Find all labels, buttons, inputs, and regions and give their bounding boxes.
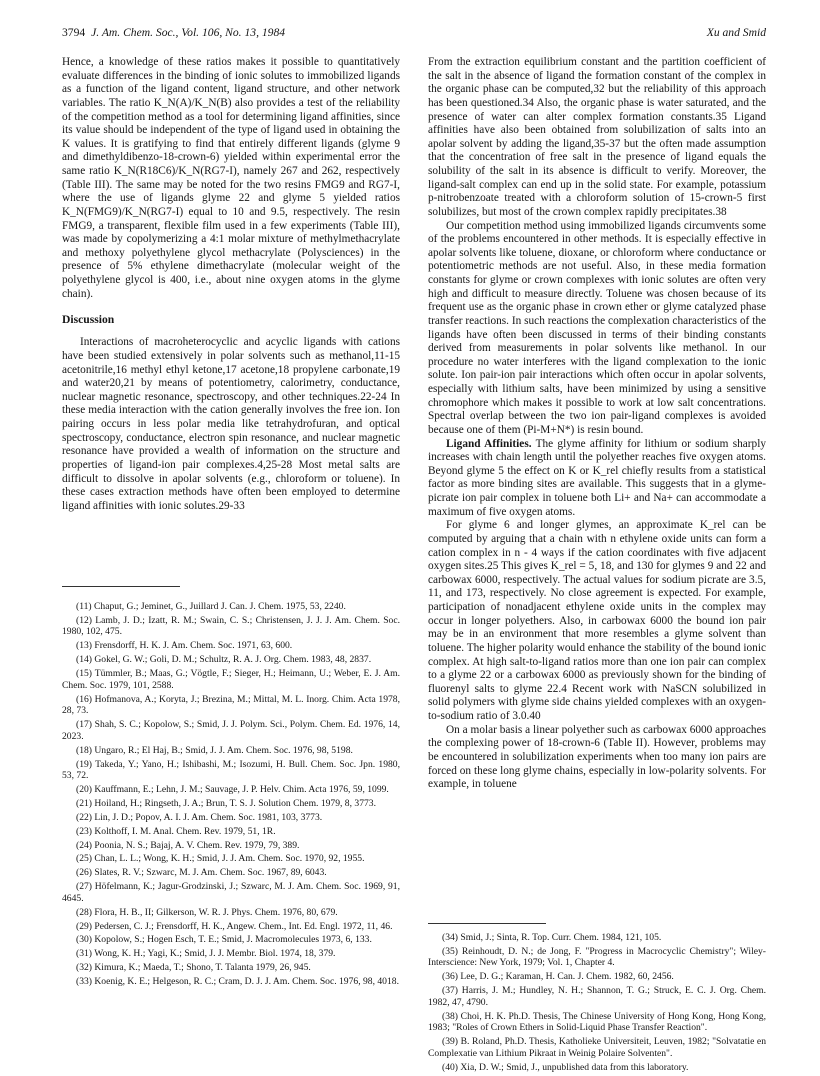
- reference-item: (13) Frensdorff, H. K. J. Am. Chem. Soc. 1971, 63, 600.: [76, 640, 293, 652]
- run-in-heading-ligand-affinities: Ligand Affinities.: [446, 437, 532, 450]
- reference-item: (12) Lamb, J. D.; Izatt, R. M.; Swain, C. S.; Christensen, J. J. J. Am. Chem. Soc. 1980, 102, 475.: [62, 614, 400, 638]
- footnote-rule: [62, 586, 180, 587]
- paragraph-ratio-discussion: Hence, a knowledge of these ratios makes it possible to quantitatively evaluate differences in the binding of ionic solutes to immobilized ligands as a function of the ligand content, ligand structure, and other network variables. The ratio K_N(A)/K_N(B) also provides a test of the reliability of the competition method as a tool for determining ligand affinities, since its value should be independent of the type of ligand used in obtaining the K values. It is gratifying to find that entirely different ligands (glyme 9 and dimethyldibenzo-18-crown-6) yielded within experimental error the same ratio K_N(R18C6)/K_N(RG7-I), namely 267 and 262, respectively (Table III). The same may be noted for the two resins FMG9 and RG7-I, where the use of ligands glyme 22 and glyme 5 yielded ratios K_N(FMG9)/K_N(RG7-I) equal to 10 and 9.5, respectively. The resin FMG9, a transparent, flexible film used in a few experiments (Table III), was made by copolymerizing a 4:1 molar mixture of methylmethacrylate and methoxy polyethylene glycol methacrylate (Polysciences) in the presence of 5% ethylene dimethacrylate (molecular weight of the polyethylene glycol is 400, i.e., about nine oxygen atoms in the glyme chain).: [62, 56, 400, 300]
- reference-item: (38) Choi, H. K. Ph.D. Thesis, The Chinese University of Hong Kong, Hong Kong, 1983; "Roles of Crown Ethers in Solid-Liquid Phase Transfer Reaction".: [428, 1010, 766, 1034]
- reference-item: (16) Hofmanova, A.; Koryta, J.; Brezina, M.; Mittal, M. L. Inorg. Chim. Acta 1978, 28, 73.: [62, 693, 400, 717]
- references-right-list: [428, 932, 766, 1073]
- paragraph-interactions: Interactions of macroheterocyclic and acyclic ligands with cations have been studied extensively in polar solvents such as methanol,11-15 acetonitrile,16 methyl ethyl ketone,17 acetone,18 propylene carbonate,19 and water20,21 by means of potentiometry, calorimetry, conductance, nuclear magnetic resonance, spectroscopy, and other techniques.22-24 In these media interaction with the cation generally involves the free ion. Ion pairing occurs in less polar media like tetrahydrofuran, and optical spectroscopy, conductance, electron spin resonance, and nuclear magnetic resonance have provided a wealth of information on the structure and properties of ligand-ion pair complexes.4,25-28 Most metal salts are difficult to dissolve in apolar solvents (e.g., chloroform or toluene). In these cases extraction methods have often been employed to determine ligand affinities with ionic solutes.29-33: [62, 336, 400, 512]
- page-number: 3794: [62, 26, 86, 39]
- footnote-rule: [428, 923, 546, 924]
- reference-item: (15) Tümmler, B.; Maas, G.; Vögtle, F.; Sieger, H.; Heimann, U.; Weber, E. J. Am. Chem. Soc. 1979, 101, 2588.: [62, 668, 400, 691]
- reference-item: (19) Takeda, Y.; Yano, H.; Ishibashi, M.; Isozumi, H. Bull. Chem. Soc. Jpn. 1980, 53, 72.: [62, 758, 400, 782]
- reference-item: (11) Chaput, G.; Jeminet, G., Juillard J. Can. J. Chem. 1975, 53, 2240.: [76, 601, 346, 612]
- references-left-list: [62, 601, 400, 988]
- reference-item: (23) Kolthoff, I. M. Anal. Chem. Rev. 1979, 51, 1R.: [76, 825, 276, 837]
- ligand-affinities-text: The glyme affinity for lithium or sodium sharply increases with chain length until the polyether reaches five oxygen atoms. Beyond glyme 5 the effect on K or K_rel chiefly results from a statistical factor as more binding sites are available. This suggests that in a glyme-picrate ion pair complex in toluene both Li+ and Na+ can accommodate a maximum of five oxygen atoms.: [428, 437, 766, 518]
- reference-item: (37) Harris, J. M.; Hundley, N. H.; Shannon, T. G.; Struck, E. C. J. Org. Chem. 1982, 47, 4790.: [428, 985, 766, 1008]
- reference-item: (32) Kimura, K.; Maeda, T.; Shono, T. Talanta 1979, 26, 945.: [76, 962, 311, 974]
- reference-item: (21) Hoiland, H.; Ringseth, J. A.; Brun, T. S. J. Solution Chem. 1979, 8, 3773.: [76, 797, 376, 809]
- reference-item: (31) Wong, K. H.; Yagi, K.; Smid, J. J. Membr. Biol. 1974, 18, 379.: [76, 948, 336, 960]
- paragraph-glyme6: For glyme 6 and longer glymes, an approximate K_rel can be computed by arguing that a chain with n ethylene oxide units can form a cation complex in n - 4 ways if the cation coordinates with five adjacent oxygen sites.25 This gives K_rel = 5, 18, and 130 for glymes 9 and 22 and carbowax 6000, respectively. The actual values for sodium picrate are 3.5, 11, and 173, respectively. No close agreement is expected. For example, participation of nonadjacent ethylene oxide units in the complex may occur in longer polyethers. Also, in carbowax 6000 the bound ion pair may be in an environment that more resembles a glyme solvent than toluene. The higher polarity would enhance the stability of the bound ionic complex. At high salt-to-ligand ratios more than one ion pair can complex to a glyme 22 or a carbowax 6000 as previously shown for the binding of fluorenyl salts to glyme 22.4 Recent work with NaSCN solubilized in solid polymers with glyme side chains yielded complexes with an oxygen-to-sodium ratio of 3.0.40: [428, 519, 766, 722]
- reference-item: (18) Ungaro, R.; El Haj, B.; Smid, J. J. Am. Chem. Soc. 1976, 98, 5198.: [76, 744, 353, 756]
- references-right: [428, 923, 766, 1076]
- right-column: [428, 56, 766, 792]
- reference-item: (25) Chan, L. L.; Wong, K. H.; Smid, J. J. Am. Chem. Soc. 1970, 92, 1955.: [76, 853, 365, 865]
- reference-item: (17) Shah, S. C.; Kopolow, S.; Smid, J. J. Polym. Sci., Polym. Chem. Ed. 1976, 14, 2023.: [62, 719, 400, 742]
- reference-item: (14) Gokel, G. W.; Goli, D. M.; Schultz, R. A. J. Org. Chem. 1983, 48, 2837.: [76, 654, 372, 666]
- paragraph-competition-method: Our competition method using immobilized ligands circumvents some of the problems encountered in other methods. It is especially effective in apolar solvents like toluene, dioxane, or chloroform where conductance or potentiometric methods are not useful. Also, in these media formation constants for glyme or crown complexes with ionic solutes are often very high and difficult to measure directly. Toluene was chosen because of its frequent use as the organic phase in crown ether or glyme catalyzed phase transfer reactions. In such reactions the complexation characteristics of the ligands have often been discussed in terms of their binding constants derived from measurements in polar solvents like methanol. In our procedure no water interferes with the ligand complexation to the ionic solute. Ion pair-ion pair interactions which often occur in apolar solvents, especially with lithium salts, have been minimized by using a sensitive chromophore which makes it possible to work at low salt concentrations. Spectral overlap between the two ion pair-ligand complexes is avoided because one of them (Pi-M+N*) is resin bound.: [428, 219, 766, 436]
- reference-item: (24) Poonia, N. S.; Bajaj, A. V. Chem. Rev. 1979, 79, 389.: [76, 839, 300, 851]
- running-head-authors: Xu and Smid: [706, 26, 766, 39]
- journal-citation: J. Am. Chem. Soc., Vol. 106, No. 13, 1984: [91, 26, 286, 39]
- reference-item: (26) Slates, R. V.; Szwarc, M. J. Am. Chem. Soc. 1967, 89, 6043.: [76, 867, 327, 879]
- references-left: [62, 586, 400, 990]
- reference-item: (27) Höfelmann, K.; Jagur-Grodzinski, J.; Szwarc, M. J. Am. Chem. Soc. 1969, 91, 4645.: [62, 881, 400, 904]
- reference-item: (39) B. Roland, Ph.D. Thesis, Katholieke Universiteit, Leuven, 1982; "Solvatatie en Complexatie van Lithium Pikraat in Weinig Polaire Solventen".: [428, 1036, 766, 1059]
- paragraph-extraction: From the extraction equilibrium constant and the partition coefficient of the salt in the absence of ligand the formation constant of the complex in the organic phase can be computed,32 but the reliability of this approach has been questioned.34 Also, the organic phase is water saturated, and the presence of water can alter complex formation constants.35 Ligand affinities have also been obtained from solubilization of salts into an apolar solvent by adding the ligand,35-37 but the often made assumption that the concentration of free salt in the presence of ligand equals the solubility of the salt in its absence is difficult to verify. Moreover, the ligand-salt complex can end up in the solid state. For example, potassium p-nitrobenzoate treated with a chloroform solution of 15-crown-5 first solubilizes, but most of the crown complex rapidly precipitates.38: [428, 56, 766, 218]
- paragraph-molar-basis: On a molar basis a linear polyether such as carbowax 6000 approaches the complexing power of 18-crown-6 (Table II). However, problems may be encountered in solubilization experiments when too many ion pairs are forced on these long glyme chains, especially in low-polarity solvents. For example, in toluene: [428, 723, 766, 791]
- reference-item: (34) Smid, J.; Sinta, R. Top. Curr. Chem. 1984, 121, 105.: [442, 932, 662, 943]
- section-heading-discussion: Discussion: [62, 313, 115, 327]
- reference-item: (36) Lee, D. G.; Karaman, H. Can. J. Chem. 1982, 60, 2456.: [442, 971, 674, 983]
- reference-item: (29) Pedersen, C. J.; Frensdorff, H. K., Angew. Chem., Int. Ed. Engl. 1972, 11, 46.: [76, 920, 393, 932]
- reference-item: (22) Lin, J. D.; Popov, A. I. J. Am. Chem. Soc. 1981, 103, 3773.: [76, 811, 323, 823]
- running-head: [62, 26, 766, 40]
- reference-item: (33) Koenig, K. E.; Helgeson, R. C.; Cram, D. J. J. Am. Chem. Soc. 1976, 98, 4018.: [76, 976, 399, 988]
- running-head-left: [62, 26, 285, 40]
- left-column: [62, 56, 400, 513]
- paragraph-ligand-affinities: [428, 438, 766, 520]
- reference-item: (35) Reinhoudt, D. N.; de Jong, F. "Progress in Macrocyclic Chemistry"; Wiley-Interscience: New York, 1979; Vol. 1, Chapter 4.: [428, 945, 766, 969]
- reference-item: (20) Kauffmann, E.; Lehn, J. M.; Sauvage, J. P. Helv. Chim. Acta 1976, 59, 1099.: [76, 783, 389, 795]
- reference-item: (40) Xia, D. W.; Smid, J., unpublished data from this laboratory.: [442, 1061, 689, 1073]
- reference-item: (30) Kopolow, S.; Hogen Esch, T. E.; Smid, J. Macromolecules 1973, 6, 133.: [76, 934, 372, 946]
- reference-item: (28) Flora, H. B., II; Gilkerson, W. R. J. Phys. Chem. 1976, 80, 679.: [76, 906, 338, 918]
